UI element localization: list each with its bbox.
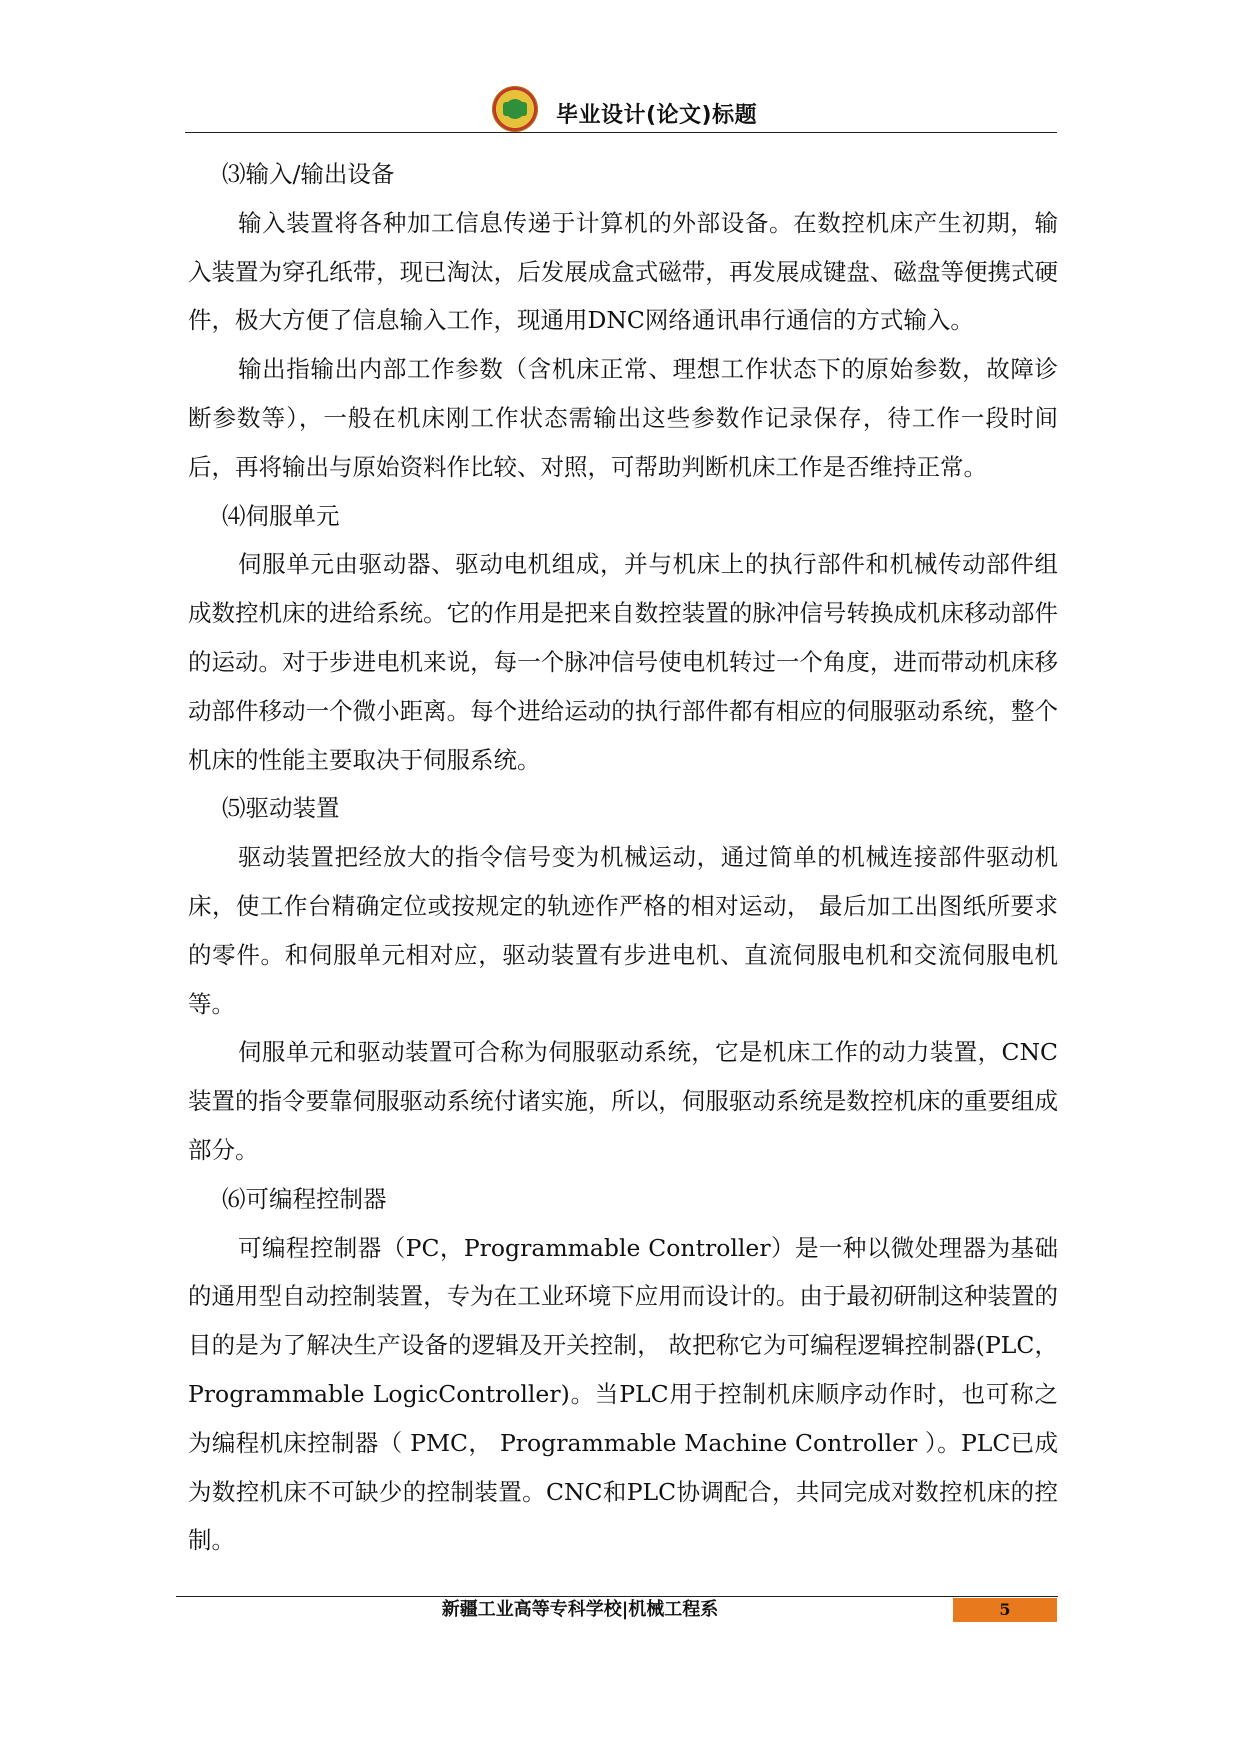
page-header xyxy=(0,0,1241,140)
paragraph-plc: 可编程控制器（PC，Programmable Controller）是一种以微处理器为基础的通用型自动控制装置，专为在工业环境下应用而设计的。由于最初研制这种装置的目的是为了解决生产设备的逻辑及开关控制， 故把称它为可编程逻辑控制器(PLC，Programmable LogicController)。当PLC用于控制机床顺序动作时，也可称之为编程机床控制器（ PMC， Programmable Machine Controller ）。PLC已成为数控机床不可缺少的控制装置。CNC和PLC协调配合，共同完成对数控机床的控制。 xyxy=(188,1233,1058,1555)
paragraph-drive-device: 驱动装置把经放大的指令信号变为机械运动，通过简单的机械连接部件驱动机床，使工作台精确定位或按规定的轨迹作严格的相对运动， 最后加工出图纸所要求的零件。和伺服单元相对应，驱动装置有步进电机、直流伺服电机和交流伺服电机等。 xyxy=(188,843,1058,1018)
section-heading-servo-unit: ⑷伺服单元 xyxy=(222,501,340,530)
document-body xyxy=(188,150,1058,1565)
school-logo-icon xyxy=(492,86,538,132)
paragraph-servo-drive-system: 伺服单元和驱动装置可合称为伺服驱动系统，它是机床工作的动力装置，CNC装置的指令要靠伺服驱动系统付诸实施，所以，伺服驱动系统是数控机床的重要组成部分。 xyxy=(188,1038,1058,1164)
header-divider xyxy=(185,132,1057,133)
section-heading-io-devices: ⑶输入/输出设备 xyxy=(222,160,395,188)
paragraph-input-devices: 输入装置将各种加工信息传递于计算机的外部设备。在数控机床产生初期，输入装置为穿孔纸带，现已淘汰，后发展成盒式磁带，再发展成键盘、磁盘等便携式硬件，极大方便了信息输入工作，现通用DNC网络通讯串行通信的方式输入。 xyxy=(188,208,1058,335)
paragraph-output-devices: 输出指输出内部工作参数（含机床正常、理想工作状态下的原始参数，故障诊断参数等），一般在机床刚工作状态需输出这些参数作记录保存，待工作一段时间后，再将输出与原始资料作比较、对照，可帮助判断机床工作是否维持正常。 xyxy=(188,355,1058,481)
footer-institution: 新疆工业高等专科学校|机械工程系 xyxy=(441,1599,719,1620)
section-heading-plc: ⑹可编程控制器 xyxy=(222,1184,387,1213)
section-heading-drive-device: ⑸驱动装置 xyxy=(222,794,340,823)
page-number: 5 xyxy=(999,1600,1011,1619)
header-title: 毕业设计(论文)标题 xyxy=(556,103,758,128)
page-number-badge xyxy=(953,1598,1057,1622)
paragraph-servo-unit: 伺服单元由驱动器、驱动电机组成，并与机床上的执行部件和机械传动部件组成数控机床的进给系统。它的作用是把来自数控装置的脉冲信号转换成机床移动部件的运动。对于步进电机来说，每一个脉冲信号使电机转过一个角度，进而带动机床移动部件移动一个微小距离。每个进给运动的执行部件都有相应的伺服驱动系统，整个机床的性能主要取决于伺服系统。 xyxy=(188,550,1058,774)
